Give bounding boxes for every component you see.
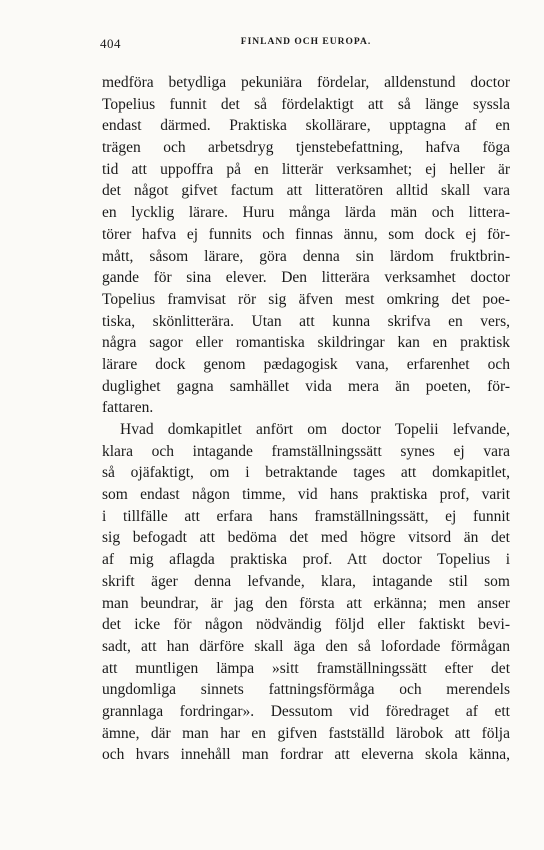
text-line: af mig aflagda praktiska prof. Att doctor Topelius i [102,551,510,569]
text-line: sadt, att han därföre skall äga den så lofordade förmågan [102,637,510,655]
page-number: 404 [100,36,121,51]
text-line: endast därmed. Praktiska skollärare, upptagna af en [102,117,510,135]
text-line: och hvars innehåll man fordrar att eleverna skola känna, [102,746,510,764]
body-text [102,72,510,766]
text-line: det något gifvet factum att litteratören alltid skall vara [102,182,510,200]
page-header [100,36,512,54]
text-line: som endast någon timme, vid hans praktiska prof, varit [102,486,510,504]
text-line: grannlaga fordringar». Dessutom vid föredraget af ett [102,702,510,720]
text-line: gande för sina elever. Den litterära verksamhet doctor [102,269,510,287]
text-line: Topelius funnit det så fördelaktigt att så länge syssla [102,95,510,113]
text-line: det icke för någon nödvändig följd eller faktiskt bevi- [102,616,510,634]
text-line: tid att uppoffra på en litterär verksamhet; ej heller är [102,160,510,178]
text-line: Topelius framvisat rör sig äfven mest omkring det poe- [102,290,510,308]
text-line: en lycklig lärare. Huru många lärda män och littera- [102,204,510,222]
text-line: trägen och arbetsdryg tjenstebefattning, hafva föga [102,139,510,157]
text-line: lärare dock genom pædagogisk vana, erfarenhet och [102,355,510,373]
text-line: skrift äger denna lefvande, klara, intagande stil som [102,572,510,590]
running-title: FINLAND OCH EUROPA. [240,37,372,47]
text-line: i tillfälle att erfara hans framställningssätt, ej funnit [102,507,510,525]
text-line: sig befogadt att bedöma det med högre vitsord än det [102,529,510,547]
text-line: Hvad domkapitlet anfört om doctor Topelii lefvande, [120,421,510,438]
text-line: klara och intagande framställningssätt synes ej vara [102,442,510,460]
text-line: fattaren. [102,399,154,417]
text-line: ungdomliga sinnets fattningsförmåga och merendels [102,681,510,699]
text-line: tiska, skönlitterära. Utan att kunna skrifva en vers, [102,312,510,330]
text-line: mått, såsom lärare, göra denna sin lärdom fruktbrin- [102,247,510,265]
text-line: medföra betydliga pekuniära fördelar, alldenstund doctor [102,74,510,91]
text-line: duglighet gagna samhället vida mera än poeten, för- [102,377,510,395]
text-line: törer hafva ej funnits och finnas ännu, som dock ej för- [102,225,510,243]
paragraph [102,72,510,419]
text-line: så ojäfaktigt, om i betraktande tages att domkapitlet, [102,464,510,482]
text-line: ämne, där man har en gifven fastställd lärobok att följa [102,724,510,742]
paragraph [102,419,510,766]
text-line: att muntligen lämpa »sitt framställningssätt efter det [102,659,510,677]
text-line: några sagor eller romantiska skildringar kan en praktisk [102,334,510,352]
text-line: man beundrar, är jag den första att erkänna; men anser [102,594,510,612]
